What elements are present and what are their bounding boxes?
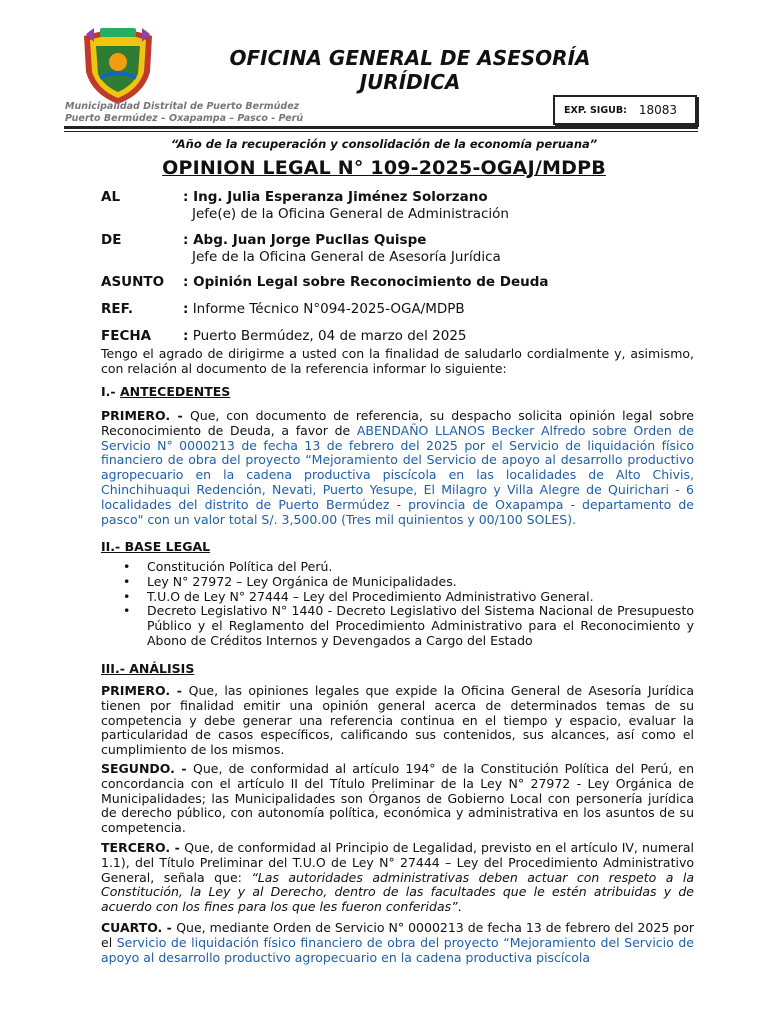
list-item: • Ley N° 27972 – Ley Orgánica de Municipalidades.: [101, 575, 694, 590]
year-motto: “Año de la recuperación y consolidación de la economía peruana”: [170, 137, 598, 151]
municipality-info: Municipalidad Distrital de Puerto Bermúdez Puerto Bermúdez – Oxapampa – Pasco - Perú: [65, 101, 304, 124]
section-base-legal: II.- BASE LEGAL: [101, 539, 211, 554]
list-item: • Decreto Legislativo N° 1440 - Decreto Legislativo del Sistema Nacional de Presupuesto Público y el Reglamento del Procedimiento Administrativo para el Reconocimiento y Abono de Créditos Internos y Devengados a Cargo del Estado: [101, 604, 694, 648]
analisis-tercero: TERCERO. - Que, de conformidad al Principio de Legalidad, previsto en el artículo IV, numeral 1.1), del Título Preliminar del T.U.O de Ley N° 27444 – Ley del Procedimiento Administrativo General, señala que: “Las autoridades administrativas deben actuar con respeto a la Constitución, la Ley y al Derecho, dentro de las facultades que le estén atribuidas y de acuerdo con los fines para los que les fueron conferidas”.: [101, 840, 694, 915]
section-analisis: III.- ANÁLISIS: [101, 661, 195, 676]
base-legal-list: [101, 560, 694, 649]
header-rule: [64, 126, 698, 129]
intro-paragraph: Tengo el agrado de dirigirme a usted con la finalidad de saludarlo cordialmente y, asimismo, con relación al documento de la referencia informar lo siguiente:: [101, 346, 694, 376]
analisis-cuarto: CUARTO. - Que, mediante Orden de Servicio N° 0000213 de fecha 13 de febrero del 2025 por el Servicio de liquidación físico financiero de obra del proyecto “Mejoramiento del Servicio de apoyo al desarrollo productivo agropecuario en la cadena productiva piscícola: [101, 920, 694, 965]
document-header: [0, 0, 768, 140]
header-rule-thin: [64, 131, 698, 132]
expedient-label: EXP. SIGUB:: [564, 104, 627, 116]
coat-of-arms-icon: [78, 22, 158, 106]
list-item: • T.U.O de Ley N° 27444 – Ley del Procedimiento Administrativo General.: [101, 590, 694, 605]
expedient-number: 18083: [638, 103, 678, 117]
section-antecedentes: I.- ANTECEDENTES: [101, 384, 231, 399]
expedient-box: [553, 95, 697, 125]
document-title: OPINION LEGAL N° 109-2025-OGAJ/MDPB: [162, 157, 606, 179]
office-title: OFICINA GENERAL DE ASESORÍA JURÍDICA: [229, 46, 591, 94]
analisis-primero: PRIMERO. - Que, las opiniones legales que expide la Oficina General de Asesoría Jurídica tienen por finalidad emitir una opinión general acerca de determinados temas de su competencia y debe generar una referencia continua en el tiempo y espacio, evaluar la particularidad de casos específicos, calificando sus contenidos, sus alcances, así como el cumplimiento de los mismos.: [101, 683, 694, 758]
list-item: • Constitución Política del Perú.: [101, 560, 694, 575]
antecedentes-primero: PRIMERO. - Que, con documento de referencia, su despacho solicita opinión legal sobre Reconocimiento de Deuda, a favor de ABENDAÑO LLANOS Becker Alfredo sobre Orden de Servicio N° 0000213 de fecha 13 de febrero del 2025 por el Servicio de liquidación físico financiero de obra del proyecto “Mejoramiento del Servicio de apoyo al desarrollo productivo agropecuario en la cadena productiva piscícola en las localidades de Alto Chivis, Chinchihuaqui Redención, Nevati, Puerto Yesupe, El Milagro y Villa Alegre de Quirichari - 6 localidades del distrito de Puerto Bermúdez - provincia de Oxapampa - departamento de pasco" con un valor total S/. 3,500.00 (Tres mil quinientos y 00/100 SOLES).: [101, 408, 694, 527]
analisis-segundo: SEGUNDO. - Que, de conformidad al artículo 194° de la Constitución Política del Perú, en concordancia con el artículo II del Título Preliminar de la Ley N° 27972 - Ley Orgánica de Municipalidades; las Municipalidades son Órganos de Gobierno Local con personería jurídica de derecho público, con autonomía política, económica y administrativa en los asuntos de su competencia.: [101, 761, 695, 836]
